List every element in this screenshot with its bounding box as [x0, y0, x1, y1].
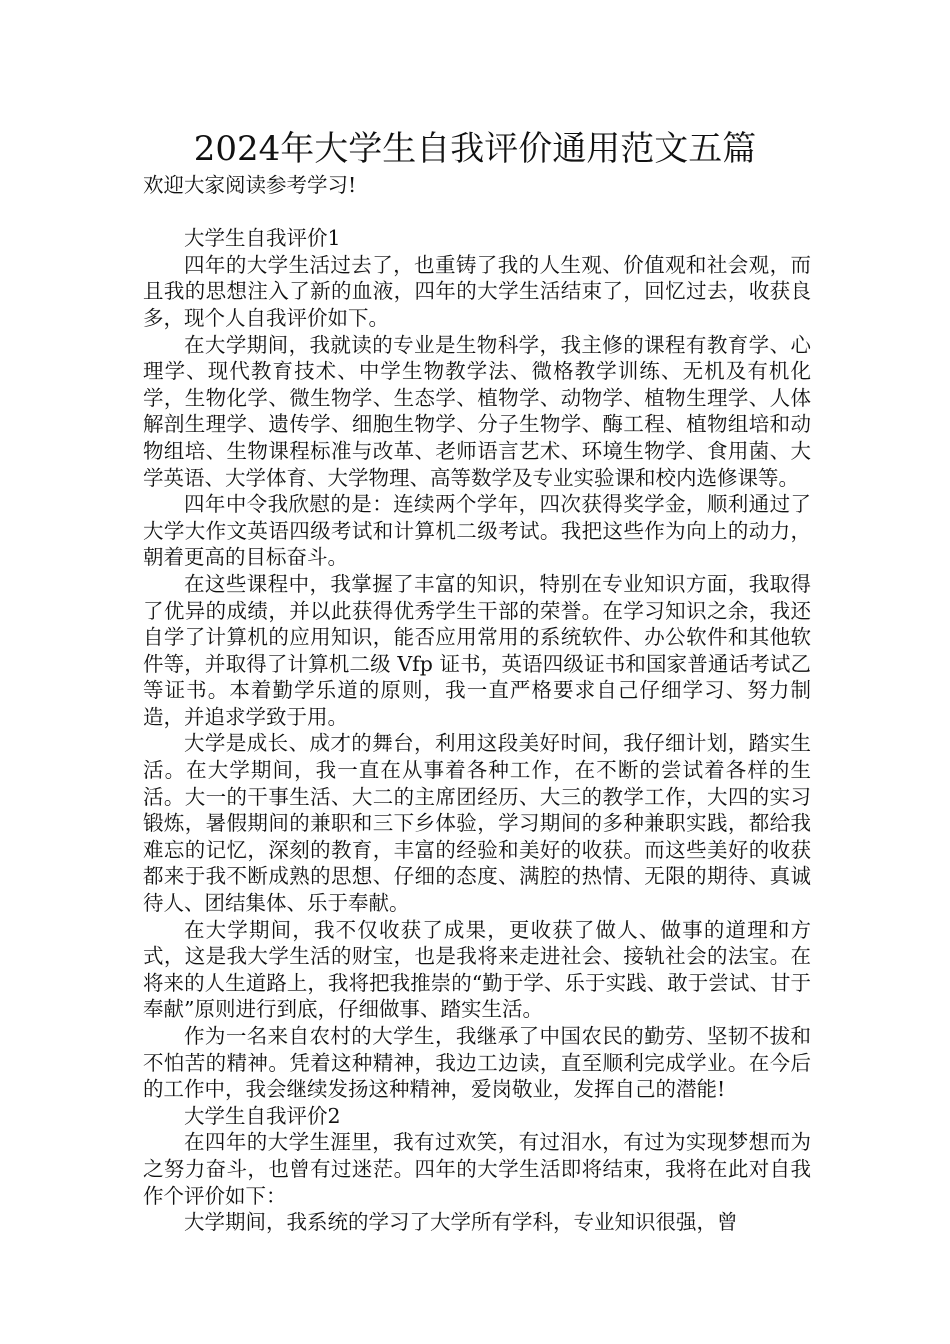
paragraph: 在大学期间，我不仅收获了成果，更收获了做人、做事的道理和方式，这是我大学生活的财宝，也是我将来走进社会、接轨社会的法宝。在将来的人生道路上，我将把我推崇的“勤于学、乐于实践、敢于尝试、甘于奉献”原则进行到底，仔细做事、踏实生活。 — [143, 917, 811, 1022]
section-heading-2: 大学生自我评价2 — [184, 1103, 341, 1128]
paragraph: 大学期间，我系统的学习了大学所有学科，专业知识很强，曾 — [184, 1210, 738, 1235]
paragraph: 大学是成长、成才的舞台，利用这段美好时间，我仔细计划，踏实生活。在大学期间，我一直在从事着各种工作，在不断的尝试着各样的生活。大一的干事生活、大二的主席团经历、大三的教学工作，大四的实习锻炼，暑假期间的兼职和三下乡体验，学习期间的多种兼职实践，都给我难忘的记忆，深刻的教育，丰富的经验和美好的收获。而这些美好的收获都来于我不断成熟的思想、仔细的态度、满腔的热情、无限的期待、真诚待人、团结集体、乐于奉献。 — [143, 731, 811, 916]
document-title: 2024年大学生自我评价通用范文五篇 — [193, 129, 757, 169]
paragraph: 在大学期间，我就读的专业是生物科学，我主修的课程有教育学、心理学、现代教育技术、中学生物教学法、微格教学训练、无机及有机化学，生物化学、微生物学、生态学、植物学、动物学、植物生理学、人体解剖生理学、遗传学、细胞生物学、分子生物学、酶工程、植物组培和动物组培、生物课程标准与改革、老师语言艺术、环境生物学、食用菌、大学英语、大学体育、大学物理、高等数学及专业实验课和校内选修课等。 — [143, 332, 811, 490]
paragraph: 四年中令我欣慰的是：连续两个学年，四次获得奖学金，顺利通过了大学大作文英语四级考试和计算机二级考试。我把这些作为向上的动力，朝着更高的目标奋斗。 — [143, 492, 811, 570]
document-body — [143, 172, 811, 1236]
section-heading-1: 大学生自我评价1 — [184, 226, 341, 251]
paragraph: 在这些课程中，我掌握了丰富的知识，特别在专业知识方面，我取得了优异的成绩，并以此获得优秀学生干部的荣誉。在学习知识之余，我还自学了计算机的应用知识，能否应用常用的系统软件、办公软件和其他软件等，并取得了计算机二级 Vfp 证书，英语四级证书和国家普通话考试乙等证书。本着勤学乐道的原则，我一直严格要求自己仔细学习、努力制造，并追求学致于用。 — [143, 571, 811, 729]
paragraph: 在四年的大学生涯里，我有过欢笑，有过泪水，有过为实现梦想而为之努力奋斗，也曾有过迷茫。四年的大学生活即将结束，我将在此对自我作个评价如下： — [143, 1130, 811, 1208]
paragraph: 四年的大学生活过去了，也重铸了我的人生观、价值观和社会观，而且我的思想注入了新的血液，四年的大学生活结束了，回忆过去，收获良多，现个人自我评价如下。 — [143, 252, 811, 330]
intro-line: 欢迎大家阅读参考学习! — [143, 173, 357, 197]
paragraph: 作为一名来自农村的大学生，我继承了中国农民的勤劳、坚韧不拔和不怕苦的精神。凭着这种精神，我边工边读，直至顺利完成学业。在今后的工作中，我会继续发扬这种精神，爱岗敬业，发挥自己的潜能! — [143, 1024, 811, 1102]
blank-line — [143, 199, 811, 226]
